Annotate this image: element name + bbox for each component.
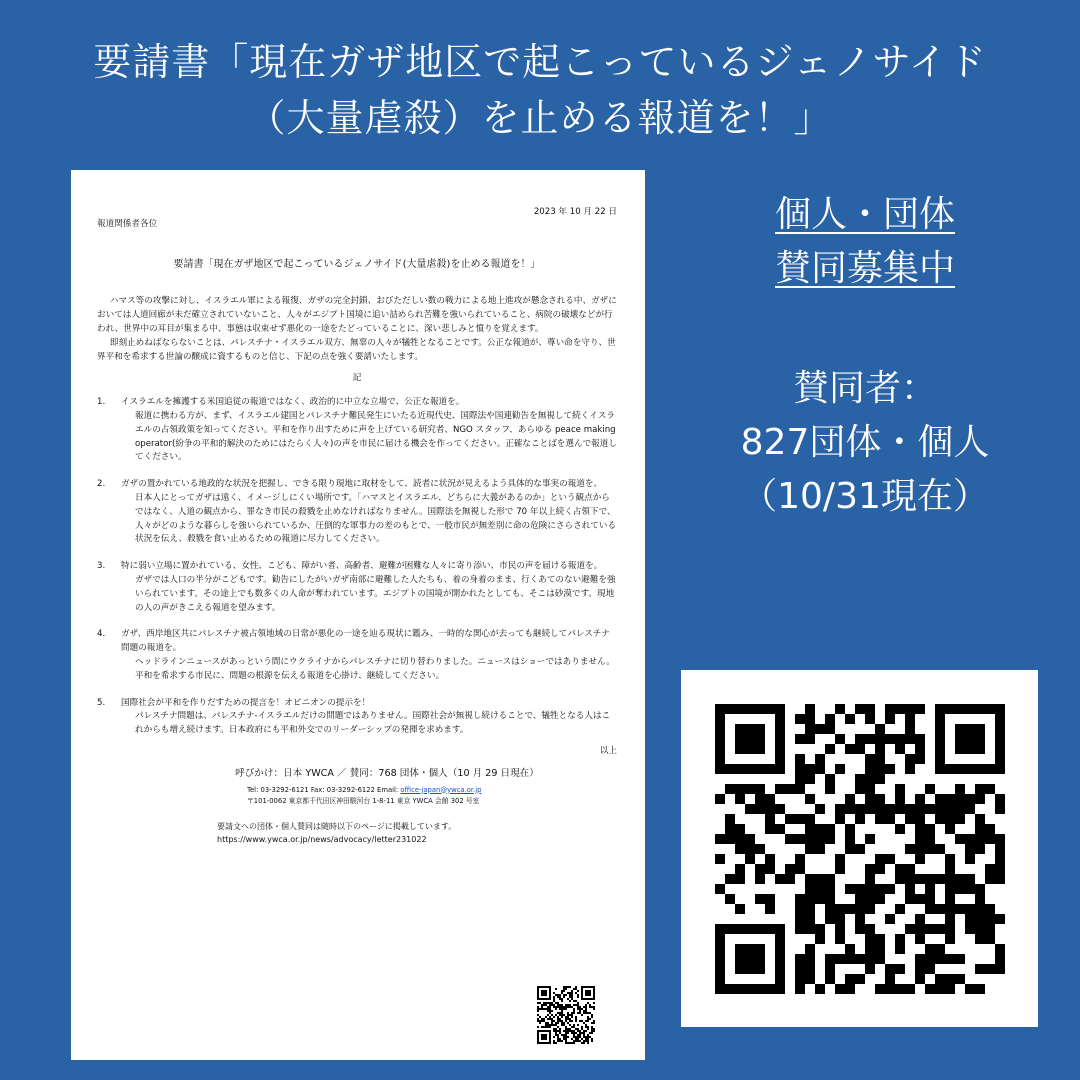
request-item-detail: パレスチナ問題は、パレスチナ-イスラエルだけの問題ではありません。国際社会が無視し続けることで、犠牲となる人はこれからも増え続けます。日本政府にも平和外交でのリーダーシップの発揮を求めます。 <box>135 711 611 736</box>
supporter-asof: （10/31現在） <box>741 476 989 517</box>
letter-closing: 以上 <box>599 745 617 756</box>
recruit-line-1: 個人・団体 <box>774 194 955 235</box>
request-item-number: 3. <box>97 561 106 572</box>
recruit-line-2: 賛同募集中 <box>774 248 955 289</box>
request-item-number: 4. <box>97 629 106 640</box>
request-item-number: 5. <box>97 697 106 708</box>
headline-line-2: （大量虐殺）を止める報道を！」 <box>247 96 833 140</box>
request-item-4 <box>97 628 617 683</box>
letter-intro <box>97 295 617 364</box>
headline-line-1: 要請書「現在ガザ地区で起こっているジェノサイド <box>93 40 987 84</box>
request-item-detail: 報道に携わる方が、まず、イスラエル建国とパレスチナ難民発生にいたる近現代史、国際法や国連勧告を無視して続くイスラエルの占領政策を知ってください。平和を作り出すために声を上げている研究者、NGO スタッフ、あらゆる peace making operator(紛争の平和的解決のためにはたらく人々)の声を市民に届ける機会を作ってください。正確なことばを選んで報道してください。 <box>135 410 617 463</box>
request-item-detail: ガザでは人口の半分がこどもです。勧告にしたがいガザ南部に避難した人たちも、着の身着のまま、行くあてのない避難を強いられています。その途上でも数多くの人命が奪われています。エジプトの国境が開かれたとしても、そこは砂漠です。現地の人の声がきこえる報道を望みます。 <box>135 574 616 613</box>
footer-url[interactable]: https://www.ywca.or.jp/news/advocacy/letter231022 <box>217 834 427 844</box>
request-item-2 <box>97 478 617 547</box>
letter-title: 要請書「現在ガザ地区で起こっているジェノサイド(大量虐殺)を止める報道を！」 <box>173 258 541 270</box>
request-item-number: 1. <box>97 397 106 408</box>
supporter-value: 827団体・個人 <box>740 422 990 463</box>
request-item-heading: 国際社会が平和を作りだすための提言を！オピニオンの提示を！ <box>121 697 371 708</box>
supporter-label: 賛同者： <box>792 368 937 409</box>
request-item-heading: ガザの置かれている地政的な状況を把握し、できる限り現地に取材をして、読者に状況が見えるよう具体的な事実の報道を。 <box>121 479 603 490</box>
request-item-heading: イスラエルを擁護する米国追従の報道ではなく、政治的に中立な立場で、公正な報道を。 <box>121 397 465 408</box>
recruit-callout <box>650 188 1080 296</box>
request-item-1 <box>97 396 617 465</box>
request-item-3 <box>97 560 617 615</box>
footer-note: 要請文への団体・個人賛同は随時以下のページに掲載しています。 <box>217 821 457 831</box>
signup-qr-code[interactable] <box>681 670 1038 1027</box>
letter-intro-paragraph-1: ハマス等の攻撃に対し、イスラエル軍による報復、ガザの完全封鎖、おびただしい数の戦力による地上進攻が懸念される中、ガザにおいては人道回廊が未だ確立されていないこと、人々がエジプト国境に追い詰められ苦難を強いられていること、病院の破壊などが行われ、世界中の耳目が集まる中、事態は収束せず悪化の一途をたどっていることに、深い悲しみと憤りを覚えます。 <box>97 296 617 334</box>
letter-contact <box>247 785 617 808</box>
letter-addressee: 報道関係者各位 <box>97 218 158 229</box>
request-item-5 <box>97 697 617 738</box>
letter-caller: 呼びかけ：日本 YWCA ／ 賛同：768 団体・個人（10 月 29 日現在） <box>235 767 539 779</box>
letter-date: 2023 年 10 月 22 日 <box>533 207 617 217</box>
request-item-detail: ヘッドラインニュースがあっという間にウクライナからパレスチナに切り替わりました。ニュースはショーではありません。平和を希求する市民に、問題の根源を伝える報道を心掛け、継続してください。 <box>135 656 615 681</box>
request-item-detail: 日本人にとってガザは遠く、イメージしにくい場所です。「ハマスとイスラエル、どちらに大義があるのか」という観点からではなく、人道の観点から、罪なき市民の殺戮を止めなければなりません。国際法を無視した形で 70 年以上続く占領下で、人々がどのような暮らしを強いられているか、圧倒的な軍事力の差のもとで、一般市民が無差別に命の危険にさらされている状況を伝え、殺戮を食い止めるための報道に尽力してください。 <box>135 492 617 545</box>
request-item-heading: 特に弱い立場に置かれている、女性、こども、障がい者、高齢者、避難が困難な人々に寄り添い、市民の声を届ける報道を。 <box>121 561 603 572</box>
contact-phone-fax: Tel: 03-3292-6121 Fax: 03-3292-6122 Email: <box>247 785 401 794</box>
contact-address: 〒101-0062 東京都千代田区神田駿河台 1-8-11 東京 YWCA 会館 302 号室 <box>247 797 480 805</box>
contact-email-link[interactable]: office-japan@ywca.or.jp <box>400 785 482 794</box>
headline <box>0 34 1080 146</box>
letter-footer <box>217 820 547 846</box>
letter-qr-code <box>537 986 595 1044</box>
request-letter-document <box>71 170 645 1060</box>
letter-ki-heading: 記 <box>352 373 362 384</box>
request-item-number: 2. <box>97 479 106 490</box>
qr-code-graphic <box>715 704 1005 994</box>
letter-intro-paragraph-2: 即刻止めねばならないことは、パレスチナ・イスラエル双方、無辜の人々が犠牲となることです。公正な報道が、尊い命を守り、世界平和を希求する世論の醸成に資するものと信じ、下記の点を強く要請いたします。 <box>97 337 616 362</box>
supporter-count <box>650 362 1080 524</box>
request-item-heading: ガザ、西岸地区共にパレスチナ被占領地域の日常が悪化の一途を辿る現状に鑑み、一時的な関心が去っても継続してパレスチナ問題の報道を。 <box>121 629 610 654</box>
